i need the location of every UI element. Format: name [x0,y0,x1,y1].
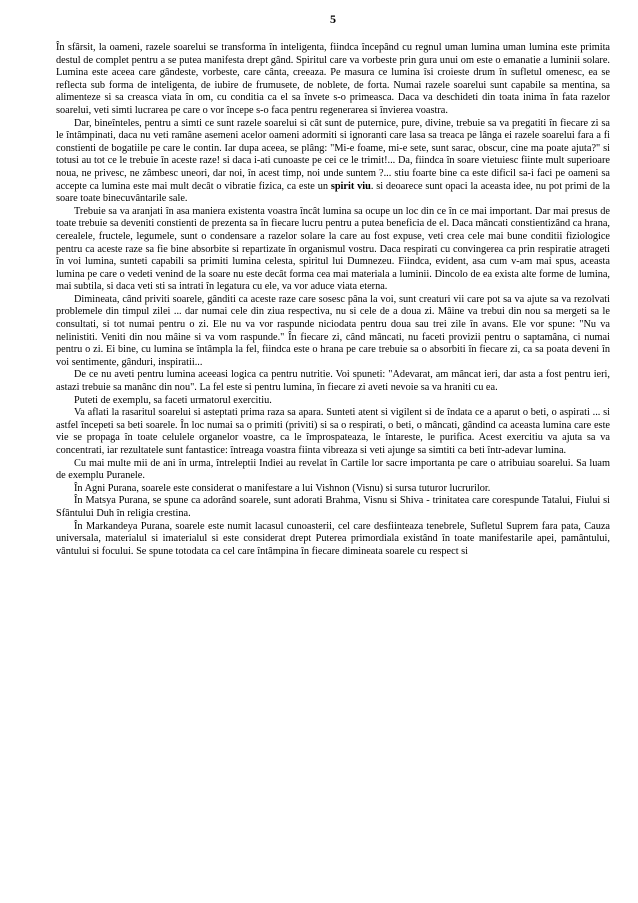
paragraph-text: Trebuie sa va aranjati în asa maniera existenta voastra încât lumina sa ocupe un loc din ce în ce mai important. Dar mai presus de toate trebuie sa deveniti constienti de prezenta sa în fiecare lucru pentru a putea beneficia de el. Daca mâncati constientizând ca hrana, cerealele, fructele, legumele, sunt o condensare a razelor solare la care au fost expuse, veti crea cele mai bune conditii fiziologice pentru ca aceste raze sa fie bine absorbite si repartizate în organismul vostru. Daca respirati cu convingerea ca prin respiratie atrageti în voi lumina, sunteti capabili sa primiti lumina celesta, spiritul lui Dumnezeu. Fiindca, evident, asa cum v-am mai spus, aceasta lumina pe care o vedeti venind de la soare nu este decât forma cea mai materiala a luminii. Dincolo de ea exista alte forme de lumina, mai subtila, si daca veti sti sa intrati în legatura cu ele, va vor aduce viata eterna. [56,205,610,293]
paragraph-text: De ce nu aveti pentru lumina aceeasi logica ca pentru nutritie. Voi spuneti: "Adevarat, am mâncat ieri, dar asta a fost pentru ieri, astazi trebuie sa manânc din nou". La fel este si pentru lumina, în fiecare zi aveti nevoie sa va hraniti cu ea. [56,369,610,394]
paragraph-text: În Agni Purana, soarele este considerat o manifestare a lui Vishnon (Visnu) si sursa tuturor lucrurilor. [74,482,491,494]
emphasis-text: spirit viu [330,180,371,192]
paragraph [56,483,610,496]
paragraph-text: Dar, bineînteles, pentru a simti ce sunt razele soarelui si cât sunt de puternice, pure, divine, trebuie sa va pregatiti în fiecare zi sa le întâmpinati, daca nu veti ramâne asemeni acelor oameni adormiti si ignoranti care lasa sa treaca pe lânga ei razele soarelui fara a fi constienti de bogatiile pe care le contin. Iar dupa aceea, se plâng: "Mi-e foame, mi-e sete, sunt sarac, obscur, cine ma poate ajuta?" si totusi au tot ce le trebuie în aceste raze! si daca i-ati cunoaste pe cei ce le trimit!... Da, fiindca în soare vietuiesc fiinte mult superioare noua, ne privesc, ne zâmbesc uneori, dar noi, în acest timp, noi unde suntem ?... stiu foarte bine ca este dificil sa-i faci pe oameni sa accepte ca lumina este mai mult decât o vibratie fizica, ca este un [56,117,610,192]
paragraph [56,407,610,457]
paragraph-text: În Markandeya Purana, soarele este numit lacasul cunoasterii, cel care desfiinteaza tenebrele, Sufletul Suprem fara pata, Cauza universala, materialul si imaterialul si este considerat drept Puterea primordiala existând în toate manifestarile apei, pamântului, vântului si focului. Se spune totodata ca cel care întâmpina în fiecare dimineata soarele cu respect si [56,520,610,557]
paragraph-text: Cu mai multe mii de ani în urma, întreleptii Indiei au revelat în Cartile lor sacre importanta pe care o atribuiau soarelui. Sa luam de exemplu Puranele. [56,457,610,482]
paragraph [56,521,610,559]
paragraph [56,294,610,370]
paragraph-text: Va aflati la rasaritul soarelui si asteptati prima raza sa apara. Sunteti atent si vigilent si de îndata ce a aparut o beti, o aspirati ... si astfel începeti sa beti soarele. În loc numai sa o primiti (priviti) si sa o respirati, o beti, o mâncati, gândind ca aceasta lumina care este vie se propaga în toate celulele organelor voastre, ca le împrospateaza, le întareste, le purifica. Acest exercitiu va ajuta sa va concentrati, iar rezultatele sunt fantastice: întreaga voastra fiinta vibreaza si veti ajunge sa simtiti ca beti într-adevar lumina. [56,407,610,456]
paragraph [56,206,610,294]
paragraph-text: În Matsya Purana, se spune ca adorând soarele, sunt adorati Brahma, Visnu si Shiva - trinitatea care corespunde Tatalui, Fiului si Sfântului Duh în religia crestina. [56,495,610,519]
body-text [56,42,610,558]
paragraph [56,369,610,394]
paragraph-text: . si deoarece sunt opaci la aceasta idee, nu pot primi de la soare toate binecuvântarile sale. [56,180,610,205]
paragraph-text: În sfârsit, la oameni, razele soarelui se transforma în inteligenta, fiindca începând cu regnul uman lumina uman lumina este primita destul de complet pentru a se putea manifesta drept gând. Spiritul care va vorbeste prin gura unui om este o emanatie a luminii solare. Lumina este aceea care gândeste, vorbeste, care cânta, creeaza. Pe masura ce lumina îsi croieste drum în sufletul omenesc, ea se reflecta sub forma de inteligenta, de iubire de frumusete, de noblete, de forta. Numai razele soarelui sunt capabile sa mentina, sa alimenteze si sa creasca viata în om, cu conditia ca el sa învete s-o primeasca. Daca va deschideti din toata inima în fata razelor soarelui, veti simti lucrarea pe care o vor începe s-o faca pentru regenerarea si învierea voastra. [56,42,610,116]
paragraph [56,395,610,408]
page-number: 5 [330,12,336,26]
paragraph [56,495,610,520]
paragraph-text: Puteti de exemplu, sa faceti urmatorul exercitiu. [74,394,272,406]
paragraph-text: Dimineata, când priviti soarele, gânditi ca aceste raze care sosesc pâna la voi, sunt creaturi vii care pot sa va ajute sa va rezolvati problemele din timpul zilei ... dar numai cele din ziua respectiva, nu si cele de a doua zi. Mâine va trebui din nou sa mergeti sa le consultati, si tot numai pentru o zi. Ele nu va vor raspunde niciodata pentru doua sau trei zile în avans. Ele vor spune: "Nu va nelinistiti. Veniti din nou mâine si va vom raspunde." În fiecare zi, când mâncati, nu faceti provizii pentru o saptamâna, ci numai pentru o zi. Ei bine, cu lumina se întâmpla la fel, fiindca este o hrana pe care trebuie sa o absorbiti în fiecare zi, ca sa poata deveni în voi sentimente, gânduri, inspiratii... [56,293,610,368]
paragraph [56,458,610,483]
paragraph [56,118,610,206]
paragraph [56,42,610,118]
